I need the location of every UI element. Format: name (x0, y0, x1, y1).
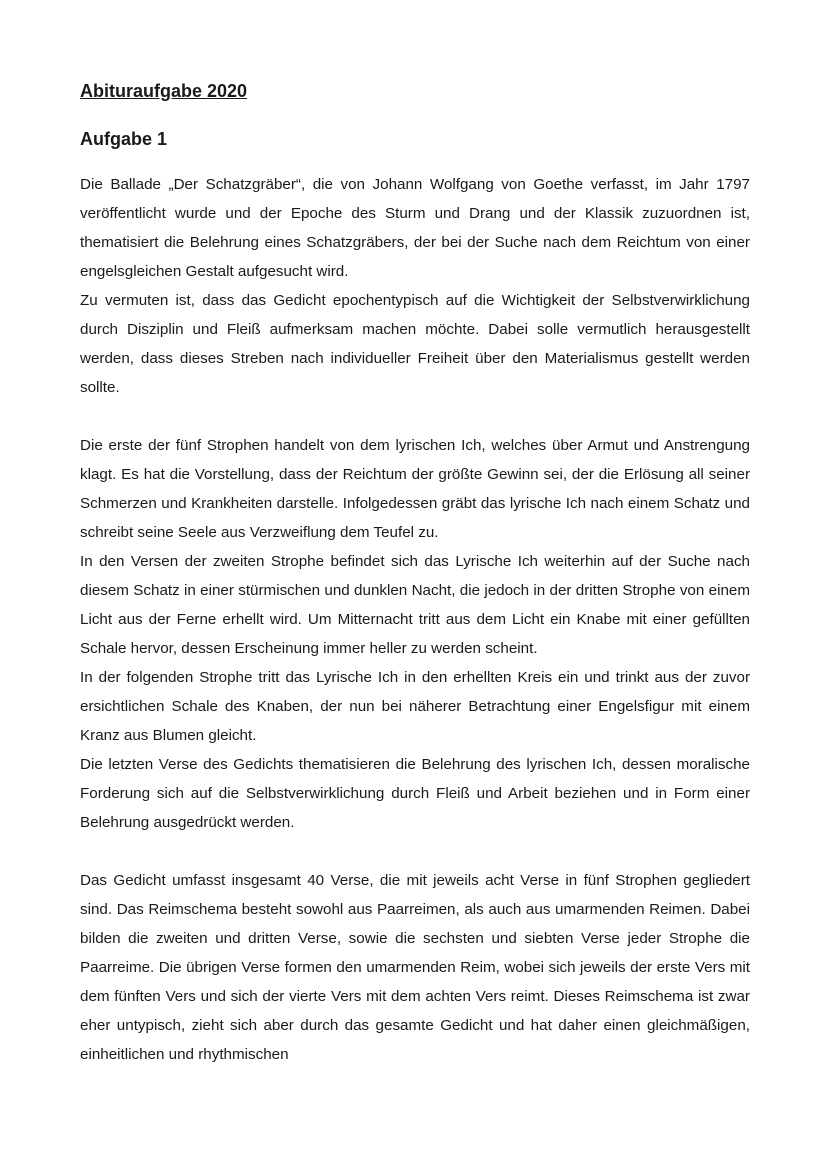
task-heading: Aufgabe 1 (80, 129, 168, 149)
document-page (80, 78, 750, 1069)
document-title: Abituraufgabe 2020 (80, 81, 248, 101)
paragraph-spacer (80, 402, 750, 431)
body-text (80, 170, 750, 1069)
paragraph-stanza-five: Die letzten Verse des Gedichts thematisieren die Belehrung des lyrischen Ich, dessen moralische Forderung sich auf die Selbstverwirklichung durch Fleiß und Arbeit beziehen und in Form einer Belehrung ausgedrückt werden. (80, 756, 750, 831)
paragraph-stanza-two-three: In den Versen der zweiten Strophe befindet sich das Lyrische Ich weiterhin auf der Suche nach diesem Schatz in einer stürmischen und dunklen Nacht, die jedoch in der dritten Strophe von einem Licht aus der Ferne erhellt wird. Um Mitternacht tritt aus dem Licht ein Knabe mit einer gefüllten Schale hervor, dessen Erscheinung immer heller zu werden scheint. (80, 553, 750, 657)
paragraph-stanza-four: In der folgenden Strophe tritt das Lyrische Ich in den erhellten Kreis ein und trinkt aus der zuvor ersichtlichen Schale des Knaben, der nun bei näherer Betrachtung einer Engelsfigur mit einem Kranz aus Blumen gleicht. (80, 669, 750, 744)
paragraph-form-analysis: Das Gedicht umfasst insgesamt 40 Verse, die mit jeweils acht Verse in fünf Strophen gegliedert sind. Das Reimschema besteht sowohl aus Paarreimen, als auch aus umarmenden Reimen. Dabei bilden die zweiten und dritten Verse, sowie die sechsten und siebten Verse jeder Strophe die Paarreime. Die übrigen Verse formen den umarmenden Reim, wobei sich jeweils der erste Vers mit dem fünften Vers und sich der vierte Vers mit dem achten Vers reimt. Dieses Reimschema ist zwar eher untypisch, zieht sich aber durch das gesamte Gedicht und hat daher einen gleichmäßigen, einheitlichen und rhythmischen (80, 872, 750, 1063)
paragraph-spacer (80, 837, 750, 866)
paragraph-stanza-one: Die erste der fünf Strophen handelt von dem lyrischen Ich, welches über Armut und Anstrengung klagt. Es hat die Vorstellung, dass der Reichtum der größte Gewinn sei, der die Erlösung all seiner Schmerzen und Krankheiten darstelle. Infolgedessen gräbt das lyrische Ich nach einem Schatz und schreibt seine Seele aus Verzweiflung dem Teufel zu. (80, 437, 750, 541)
paragraph-hypothesis: Zu vermuten ist, dass das Gedicht epochentypisch auf die Wichtigkeit der Selbstverwirklichung durch Disziplin und Fleiß aufmerksam machen möchte. Dabei solle vermutlich herausgestellt werden, dass dieses Streben nach individueller Freiheit über den Materialismus gestellt werden sollte. (80, 292, 750, 396)
paragraph-intro: Die Ballade „Der Schatzgräber“, die von Johann Wolfgang von Goethe verfasst, im Jahr 1797 veröffentlicht wurde und der Epoche des Sturm und Drang und der Klassik zuzuordnen ist, thematisiert die Belehrung eines Schatzgräbers, der bei der Suche nach dem Reichtum von einer engelsgleichen Gestalt aufgesucht wird. (80, 176, 750, 280)
